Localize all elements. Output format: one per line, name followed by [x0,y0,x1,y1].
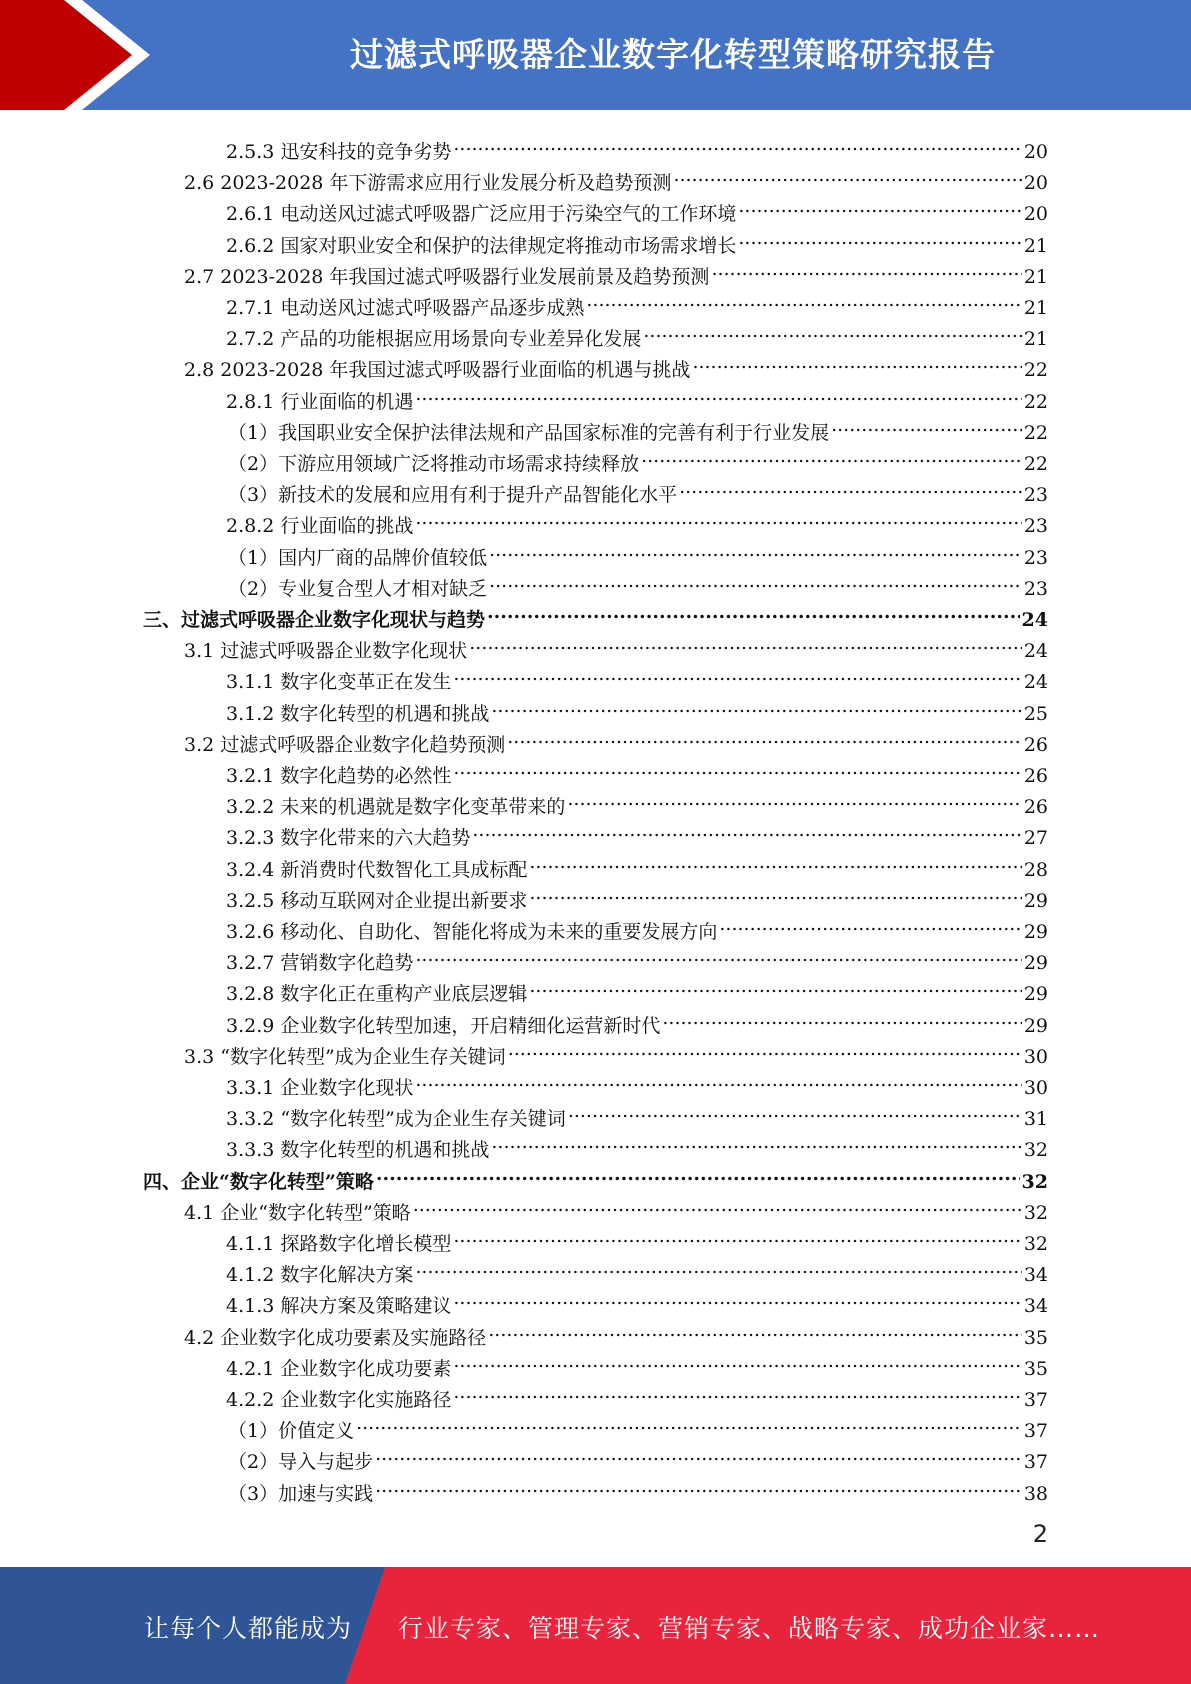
toc-leader-dots [415,1063,1021,1094]
toc-entry-page: 22 [1023,421,1048,444]
toc-leader-dots [567,782,1021,813]
toc-entry-page: 20 [1023,172,1048,195]
toc-entry[interactable] [184,1032,1048,1068]
toc-leader-dots [568,1094,1022,1125]
toc-entry[interactable] [184,1188,1048,1224]
toc-entry-label: 2.8.2 行业面临的挑战 [226,515,414,538]
toc-entry-page: 29 [1023,889,1048,912]
toc-entry-label: 四、企业“数字化转型”策略 [143,1170,374,1193]
toc-entry-label: 3.3.3 数字化转型的机遇和挑战 [226,1139,490,1162]
toc-leader-dots [415,501,1021,532]
toc-leader-dots [469,626,1022,657]
toc-entry-label: 3.2.5 移动互联网对企业提出新要求 [226,889,528,912]
toc-entry-label: 2.6.1 电动送风过滤式呼吸器广泛应用于污染空气的工作环境 [226,203,737,226]
toc-entry[interactable] [228,408,1048,444]
toc-entry[interactable] [184,252,1048,288]
toc-entry-page: 34 [1023,1295,1048,1318]
toc-entry-page: 29 [1023,1014,1048,1037]
toc-entry-label: （3）加速与实践 [228,1482,374,1505]
toc-leader-dots [507,720,1022,751]
toc-entry[interactable] [226,127,1048,163]
toc-entry-page: 22 [1023,390,1048,413]
toc-entry[interactable] [226,1001,1048,1037]
toc-entry-page: 30 [1023,1045,1048,1068]
toc-leader-dots [738,221,1021,252]
toc-leader-dots [529,845,1021,876]
toc-entry[interactable] [228,1469,1048,1505]
toc-entry-page: 29 [1023,952,1048,975]
toc-entry[interactable] [226,1281,1048,1318]
toc-entry-label: （1）我国职业安全保护法律法规和产品国家标准的完善有利于行业发展 [228,421,830,444]
toc-entry[interactable] [184,1313,1048,1349]
toc-entry[interactable] [184,158,1048,195]
toc-entry[interactable] [228,564,1048,600]
toc-entry-label: 3.2.1 数字化趋势的必然性 [226,765,452,787]
toc-entry-page: 20 [1023,141,1048,163]
toc-entry-page: 26 [1023,733,1048,756]
toc-entry-label: 2.6 2023-2028 年下游需求应用行业发展分析及趋势预测 [184,172,672,195]
toc-entry-label: 3.2.3 数字化带来的六大趋势 [226,827,471,850]
toc-leader-dots [738,189,1021,220]
toc-entry-page: 37 [1023,1451,1048,1474]
toc-leader-dots [586,283,1021,314]
toc-leader-dots [415,938,1021,969]
toc-leader-dots [673,158,1021,189]
toc-entry-page: 35 [1023,1357,1048,1380]
toc-entry-label: 3.2.9 企业数字化转型加速，开启精细化运营新时代 [226,1014,661,1037]
toc-entry-page: 32 [1023,1139,1048,1162]
toc-entry-label: 4.1.1 探路数字化增长模型 [226,1233,452,1255]
toc-entry-page: 35 [1023,1326,1048,1349]
toc-entry-label: 4.2 企业数字化成功要素及实施路径 [184,1326,487,1349]
toc-entry-page: 31 [1023,1108,1048,1131]
toc-entry-label: 3.2.4 新消费时代数智化工具成标配 [226,858,528,881]
toc-entry-label: 2.6.2 国家对职业安全和保护的法律规定将推动市场需求增长 [226,234,737,257]
toc-leader-dots [415,1250,1021,1281]
toc-entry[interactable] [226,1219,1048,1255]
toc-entry-page: 32 [1023,1233,1048,1255]
toc-leader-dots [453,751,1021,782]
toc-leader-dots [472,813,1021,844]
toc-leader-dots [453,657,1021,688]
toc-leader-dots [643,314,1021,345]
toc-entry[interactable] [226,689,1048,725]
toc-entry[interactable] [226,845,1048,881]
toc-entry-label: 3.2.7 营销数字化趋势 [226,952,414,975]
toc-entry[interactable] [226,907,1048,943]
report-title: 过滤式呼吸器企业数字化转型策略研究报告 [350,35,996,74]
toc-entry-page: 34 [1023,1264,1048,1287]
toc-leader-dots [679,470,1022,501]
toc-entry-label: 三、过滤式呼吸器企业数字化现状与趋势 [143,609,486,631]
toc-entry-page: 38 [1023,1482,1048,1505]
toc-entry-label: 3.3.2 “数字化转型”成为企业生存关键词 [226,1108,566,1131]
toc-entry-label: 3.1 过滤式呼吸器企业数字化现状 [184,640,468,663]
toc-leader-dots [376,1157,1020,1188]
toc-leader-dots [453,1375,1021,1406]
toc-entry-label: 4.1 企业“数字化转型”策略 [184,1201,411,1224]
toc-entry-label: （2）导入与起步 [228,1451,374,1474]
toc-entry[interactable] [226,969,1048,1006]
toc-entry-page: 26 [1023,796,1048,819]
toc-entry-page: 32 [1023,1201,1048,1224]
toc-entry[interactable] [228,439,1048,475]
toc-entry-page: 37 [1023,1420,1048,1443]
toc-entry-label: 2.5.3 迅安科技的竞争劣势 [226,141,452,163]
toc-entry-label: 2.7 2023-2028 年我国过滤式呼吸器行业发展前景及趋势预测 [184,265,710,288]
toc-entry[interactable] [226,1375,1048,1411]
toc-entry-page: 26 [1023,765,1048,787]
toc-leader-dots [415,377,1021,408]
toc-entry-page: 27 [1023,827,1048,850]
toc-entry-page: 20 [1023,203,1048,226]
toc-entry[interactable] [226,813,1048,850]
toc-leader-dots [491,689,1021,720]
toc-entry-page: 29 [1023,983,1048,1006]
toc-entry-page: 32 [1021,1170,1048,1193]
toc-entry[interactable] [226,189,1048,226]
toc-entry[interactable] [226,1344,1048,1380]
toc-entry-page: 23 [1023,515,1048,538]
toc-entry[interactable] [226,1125,1048,1162]
toc-leader-dots [662,1001,1021,1032]
toc-entry-label: （1）国内厂商的品牌价值较低 [228,546,488,569]
toc-leader-dots [641,439,1022,470]
toc-entry-page: 28 [1023,858,1048,881]
toc-entry-label: （2）专业复合型人才相对缺乏 [228,577,488,600]
toc-entry-page: 21 [1023,234,1048,257]
toc-entry-label: 3.2.2 未来的机遇就是数字化变革带来的 [226,796,566,819]
toc-entry-page: 21 [1023,297,1048,319]
toc-entry[interactable] [228,533,1048,569]
toc-entry[interactable] [226,314,1048,351]
page-footer [0,1567,1191,1684]
toc-entry-page: 29 [1023,921,1048,943]
toc-entry-page: 24 [1021,609,1048,631]
toc-entry-page: 25 [1023,702,1048,725]
footer-slogan-right: 行业专家、管理专家、营销专家、战略专家、成功企业家…… [398,1614,1101,1643]
toc-entry-label: 3.1.2 数字化转型的机遇和挑战 [226,702,490,725]
toc-leader-dots [831,408,1022,439]
toc-leader-dots [453,1219,1021,1250]
toc-leader-dots [692,345,1021,376]
header-arrow-icon [0,0,160,110]
toc-entry-label: （1）价值定义 [228,1420,355,1443]
toc-entry-page: 21 [1023,328,1048,351]
toc-entry[interactable] [226,1250,1048,1287]
toc-leader-dots [375,1437,1022,1468]
toc-entry-page: 24 [1023,671,1048,694]
footer-slogan-left: 让每个人都能成为 [144,1614,353,1643]
toc-leader-dots [453,1344,1021,1375]
toc-entry-label: （3）新技术的发展和应用有利于提升产品智能化水平 [228,484,678,507]
toc-entry[interactable] [226,377,1048,413]
toc-leader-dots [356,1406,1022,1437]
toc-entry[interactable] [226,938,1048,975]
toc-leader-dots [529,876,1021,907]
toc-entry[interactable] [226,221,1048,257]
toc-entry-label: 3.3 “数字化转型”成为企业生存关键词 [184,1045,506,1068]
toc-leader-dots [491,1125,1021,1156]
toc-leader-dots [375,1469,1022,1500]
toc-leader-dots [508,1032,1022,1063]
toc-leader-dots [413,1188,1022,1219]
toc-leader-dots [489,533,1022,564]
toc-entry[interactable] [143,595,1048,631]
page-number: 2 [1032,1520,1048,1548]
toc-entry-page: 22 [1023,359,1048,382]
toc-leader-dots [529,969,1021,1000]
toc-entry[interactable] [226,501,1048,538]
toc-entry[interactable] [226,751,1048,787]
toc-entry-label: 3.2 过滤式呼吸器企业数字化趋势预测 [184,733,506,756]
toc-entry-label: 2.7.1 电动送风过滤式呼吸器产品逐步成熟 [226,297,585,319]
toc-leader-dots [489,564,1022,595]
toc-entry[interactable] [228,1437,1048,1474]
toc-leader-dots [488,1313,1022,1344]
toc-entry[interactable] [226,782,1048,819]
toc-entry-label: （2）下游应用领域广泛将推动市场需求持续释放 [228,453,640,475]
toc-entry-label: 3.1.1 数字化变革正在发生 [226,671,452,694]
toc-entry[interactable] [228,470,1048,507]
toc-entry[interactable] [226,283,1048,319]
toc-entry-label: 2.8 2023-2028 年我国过滤式呼吸器行业面临的机遇与挑战 [184,359,691,382]
toc-entry[interactable] [226,876,1048,912]
toc-entry[interactable] [184,345,1048,382]
toc-entry-label: 4.1.3 解决方案及策略建议 [226,1295,452,1318]
toc-entry-page: 22 [1023,453,1048,475]
toc-entry[interactable] [226,1063,1048,1099]
toc-leader-dots [719,907,1021,938]
toc-entry[interactable] [226,657,1048,694]
toc-entry-label: 3.3.1 企业数字化现状 [226,1077,414,1099]
toc-entry-label: 2.8.1 行业面临的机遇 [226,390,414,413]
toc-entry-label: 4.2.2 企业数字化实施路径 [226,1389,452,1411]
toc-leader-dots [453,1281,1021,1312]
toc-entry-label: 3.2.8 数字化正在重构产业底层逻辑 [226,983,528,1006]
page-header [0,0,1191,110]
toc-entry[interactable] [184,720,1048,756]
toc-entry-page: 23 [1023,484,1048,507]
toc-entry-label: 2.7.2 产品的功能根据应用场景向专业差异化发展 [226,328,642,351]
toc-entry-page: 30 [1023,1077,1048,1099]
toc-leader-dots [711,252,1021,283]
toc-entry[interactable] [226,1094,1048,1131]
toc-leader-dots [453,127,1021,158]
toc-entry[interactable] [184,626,1048,663]
toc-entry-label: 4.2.1 企业数字化成功要素 [226,1357,452,1380]
toc-leader-dots [487,595,1020,626]
toc-entry-label: 3.2.6 移动化、自助化、智能化将成为未来的重要发展方向 [226,921,718,943]
toc-entry-page: 21 [1023,265,1048,288]
toc-entry[interactable] [143,1157,1048,1193]
toc-entry-page: 24 [1023,640,1048,663]
toc-entry-page: 23 [1023,546,1048,569]
toc-entry-page: 37 [1023,1389,1048,1411]
toc-entry-label: 4.1.2 数字化解决方案 [226,1264,414,1287]
toc-entry[interactable] [228,1406,1048,1443]
toc-entry-page: 23 [1023,577,1048,600]
